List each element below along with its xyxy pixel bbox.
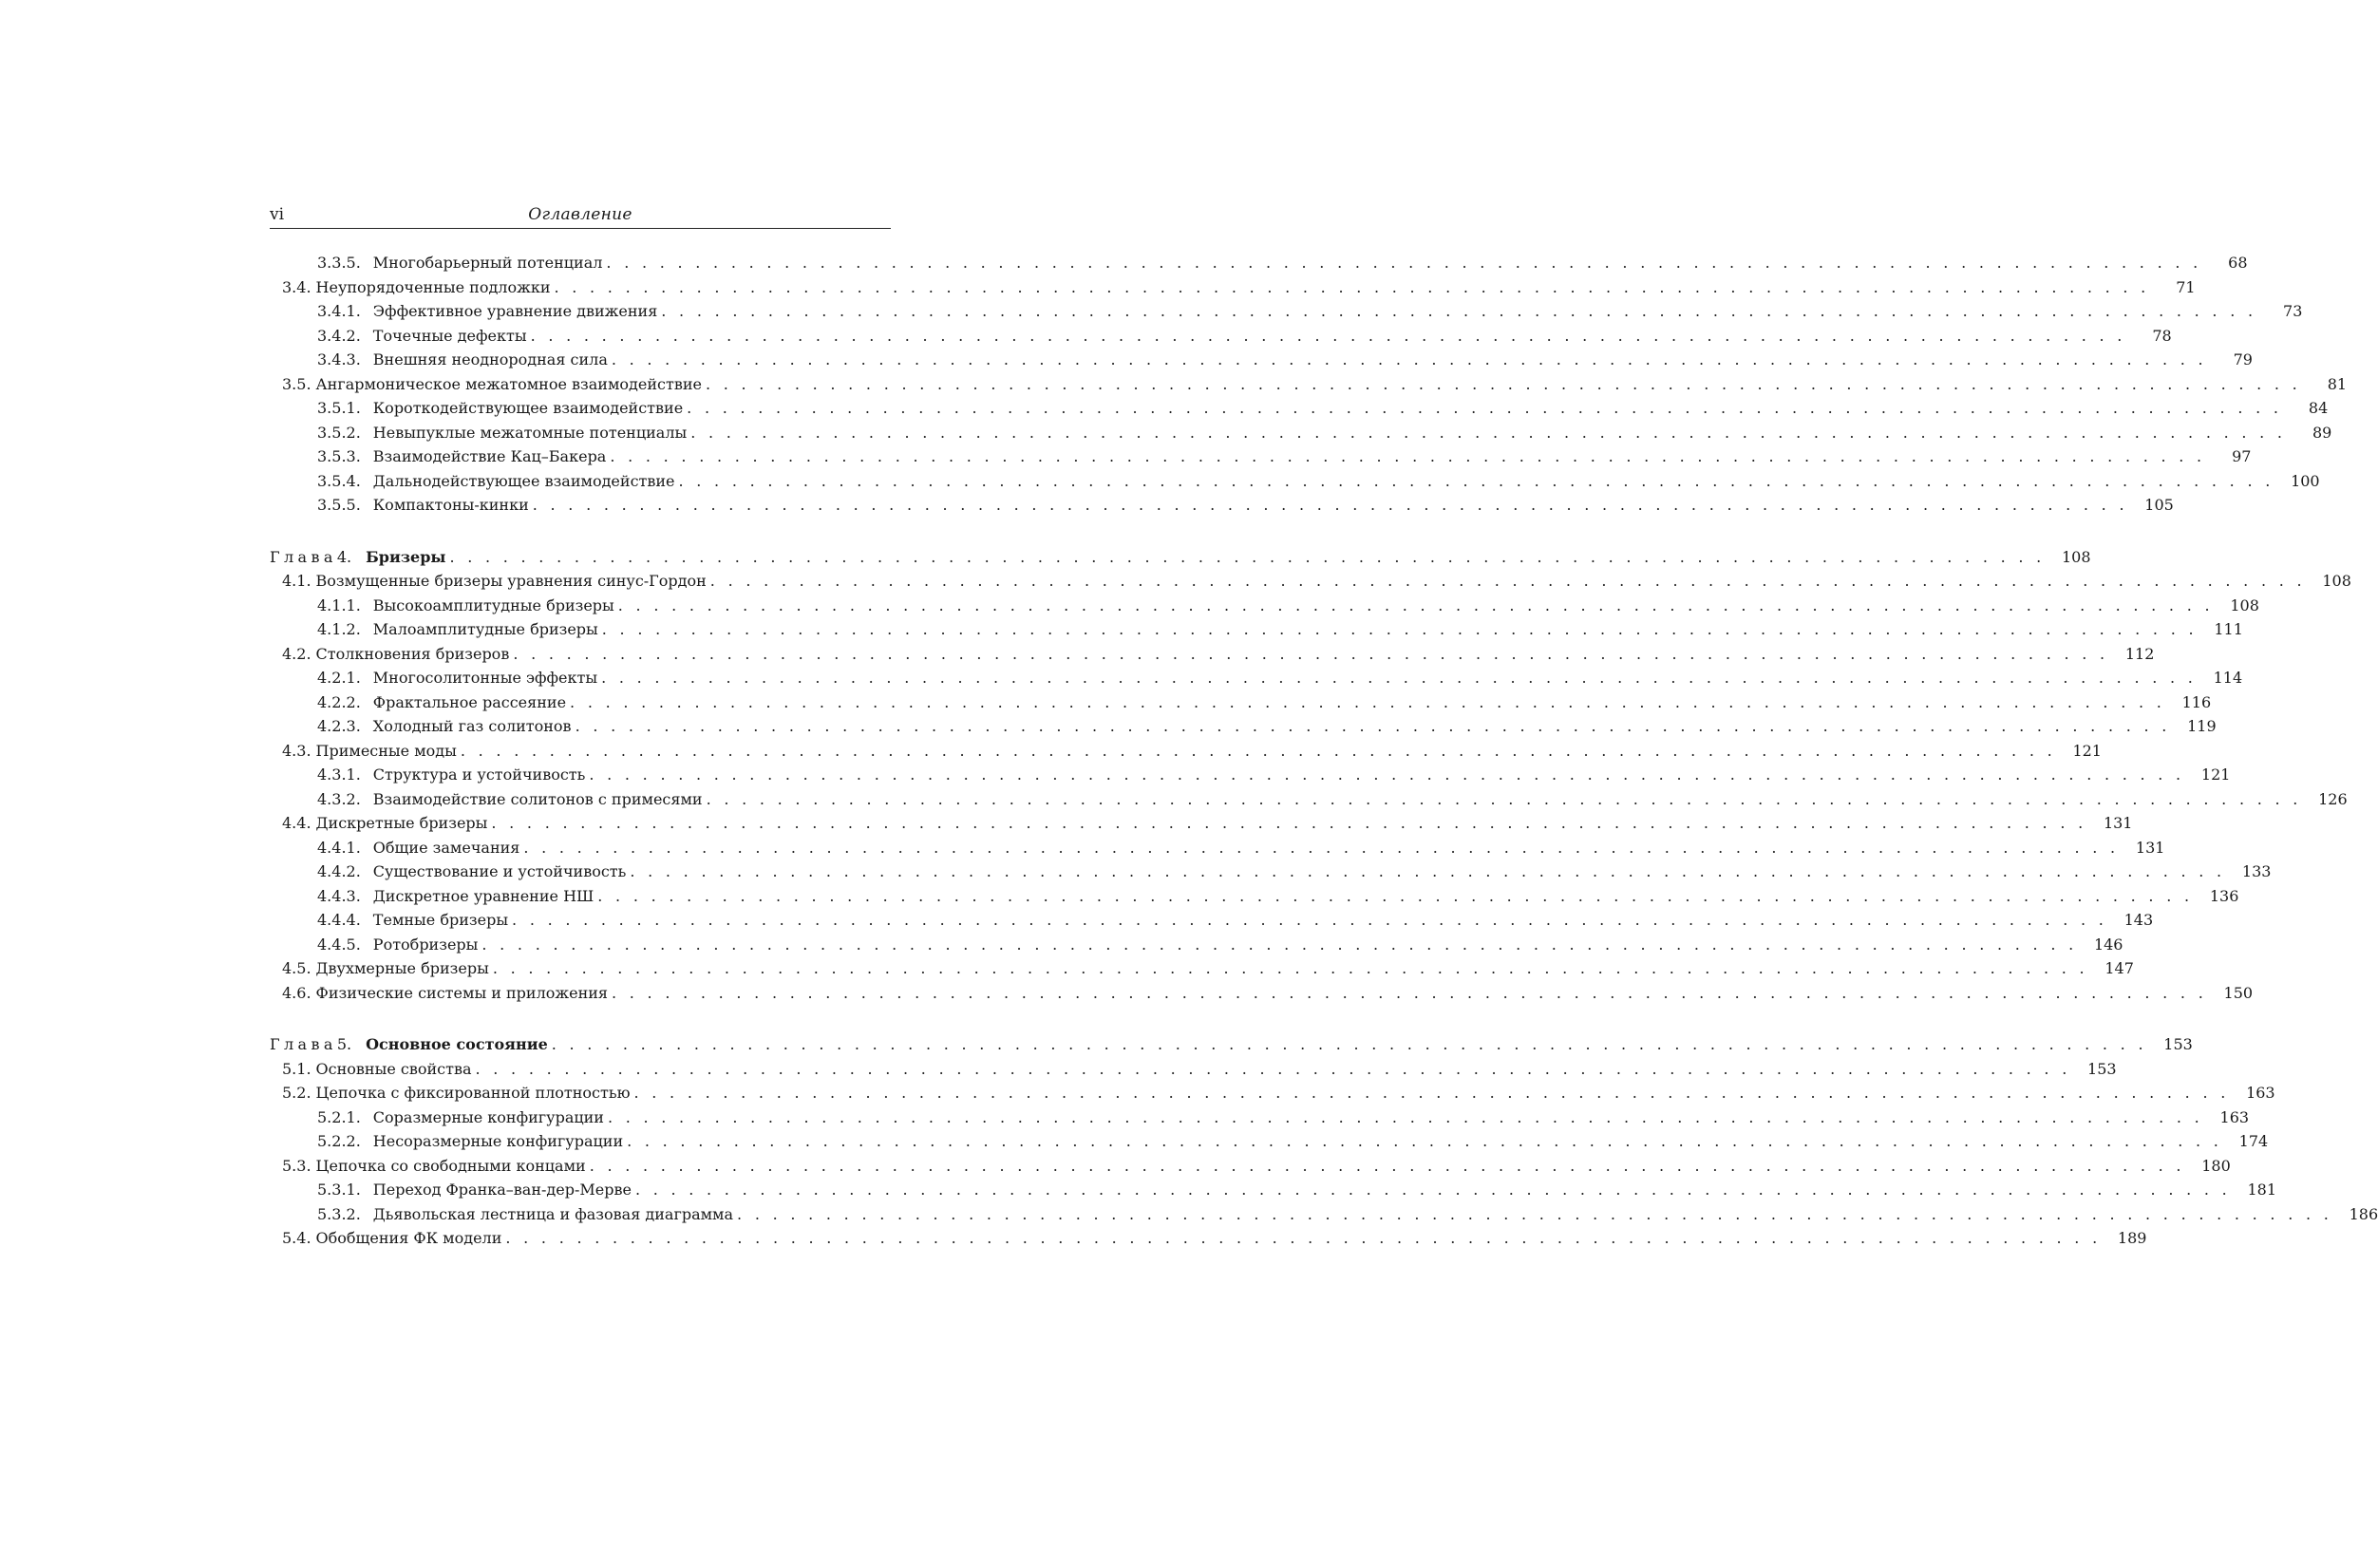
toc-entry-title: Физические системы и приложения bbox=[315, 983, 608, 1002]
toc-entry-number: 3.5. bbox=[282, 374, 311, 393]
toc-entry-number: 4.5. bbox=[282, 959, 311, 977]
toc-entry[interactable] bbox=[270, 569, 2351, 594]
dot-leader: . . . . . . . . . . . . . . . . . . . . . . . . . . . . . . . . . . . . . . . . . . . . . . . . . . . . . . . . . . . . . . . . . . . . . . . . . . . . . . . . . . . . . . . . . . bbox=[589, 1156, 2185, 1175]
toc-entry-page: 71 bbox=[2176, 277, 2196, 296]
toc-entry[interactable] bbox=[270, 1154, 2231, 1179]
section-gap bbox=[270, 1005, 891, 1032]
toc-entry-number: 3.5.1. bbox=[317, 399, 361, 417]
toc-entry-page: 84 bbox=[2308, 399, 2329, 417]
toc-entry-page: 108 bbox=[2230, 595, 2259, 614]
toc-entry[interactable] bbox=[270, 642, 2155, 667]
toc-entry[interactable] bbox=[270, 956, 2134, 981]
toc-entry-title: Малоамплитудные бризеры bbox=[372, 620, 598, 638]
toc-entry-number: 4.4.5. bbox=[317, 935, 361, 954]
toc-entry-title: Дальнодействующее взаимодействие bbox=[372, 471, 675, 490]
toc-entry-title: Несоразмерные конфигурации bbox=[372, 1132, 624, 1150]
toc-entry-title: Многосолитонные эффекты bbox=[372, 669, 598, 687]
dot-leader: . . . . . . . . . . . . . . . . . . . . . . . . . . . . . . . . . . . . . . . . . . . . . . . . . . . . . . . . . . . . . . . . . . . . . . . . . . . . . . . . . . . . . . . . . . bbox=[687, 399, 2283, 417]
toc-entry-page: 68 bbox=[2228, 254, 2248, 272]
toc-entry-title: Внешняя неоднородная сила bbox=[372, 350, 608, 368]
toc-entry-title: Высокоамплитудные бризеры bbox=[372, 595, 614, 614]
toc-entry-title: Возмущенные бризеры уравнения синус-Гордон bbox=[315, 572, 707, 590]
dot-leader: . . . . . . . . . . . . . . . . . . . . . . . . . . . . . . . . . . . . . . . . . . . . . . . . . . . . . . . . . . . . . . . . . . . . . . . . . . . . . . . . . . . . . . . . . . bbox=[475, 1059, 2071, 1078]
toc-entry-page: 111 bbox=[2214, 620, 2243, 638]
toc-entry-number: 4.3.1. bbox=[317, 765, 361, 784]
toc-entry-number: 4.3.2. bbox=[317, 789, 361, 808]
toc-entry-page: 73 bbox=[2283, 302, 2303, 320]
toc-entry-title: Дьявольская лестница и фазовая диаграмма bbox=[372, 1204, 734, 1223]
section-gap bbox=[270, 518, 891, 545]
toc-entry-title: Обобщения ФК модели bbox=[315, 1229, 502, 1247]
chapter-title: Основное состояние bbox=[366, 1035, 548, 1053]
toc-entry-page: 100 bbox=[2291, 471, 2320, 490]
toc-entry-number: 3.4.1. bbox=[317, 302, 361, 320]
toc-entry-number: 4.4.2. bbox=[317, 862, 361, 880]
dot-leader: . . . . . . . . . . . . . . . . . . . . . . . . . . . . . . . . . . . . . . . . . . . . . . . . . . . . . . . . . . . . . . . . . . . . . . . . . . . . . . . . . . . . . . . . . . bbox=[601, 669, 2198, 687]
toc-entry[interactable] bbox=[270, 299, 2303, 324]
toc-entry[interactable] bbox=[270, 1105, 2250, 1130]
dot-leader: . . . . . . . . . . . . . . . . . . . . . . . . . . . . . . . . . . . . . . . . . . . . . . . . . . . . . . . . . . . . . . . . . . . . . . . . . . . . . . . . . . . . . . . . . . bbox=[460, 741, 2056, 760]
toc-entry-number: 4.2.2. bbox=[317, 692, 361, 711]
toc-entry-number: 3.5.3. bbox=[317, 447, 361, 465]
toc-entry-page: 131 bbox=[2135, 838, 2165, 857]
toc-entry-title: Общие замечания bbox=[372, 838, 520, 857]
toc-entry-title: Примесные моды bbox=[315, 741, 457, 760]
toc-entry-page: 189 bbox=[2117, 1229, 2147, 1247]
dot-leader: . . . . . . . . . . . . . . . . . . . . . . . . . . . . . . . . . . . . . . . . . . . . . . . . . . . . . . . . . . . . . . . . . . . . . . . . . . . . . . . . . . . . . . . . . . bbox=[709, 572, 2306, 590]
toc-entry[interactable] bbox=[270, 811, 2133, 836]
toc-entry[interactable] bbox=[270, 324, 2172, 349]
toc-entry-title: Взаимодействие Кац–Бакера bbox=[372, 447, 607, 465]
toc-entry-title: Многобарьерный потенциал bbox=[372, 254, 603, 272]
toc-entry-number: 5.3. bbox=[282, 1156, 311, 1175]
chapter-number: 5. bbox=[336, 1035, 352, 1053]
toc-entry-page: 186 bbox=[2349, 1204, 2378, 1223]
toc-entry-number: 4.2.1. bbox=[317, 669, 361, 687]
toc-entry-number: 3.4. bbox=[282, 277, 311, 296]
toc-entry-page: 147 bbox=[2104, 959, 2134, 977]
toc-entry[interactable] bbox=[270, 739, 2102, 764]
toc-entry[interactable] bbox=[270, 884, 2239, 909]
toc-entry-title: Темные бризеры bbox=[372, 911, 509, 929]
toc-entry[interactable] bbox=[270, 469, 2320, 494]
toc-entry[interactable] bbox=[270, 617, 2243, 642]
toc-entry-page: 163 bbox=[2246, 1084, 2275, 1102]
toc-entry-page: 126 bbox=[2318, 789, 2348, 808]
dot-leader: . . . . . . . . . . . . . . . . . . . . . . . . . . . . . . . . . . . . . . . . . . . . . . . . . . . . . . . . . . . . . . . . . . . . . . . . . . . . . . . . . . . . . . . . . . bbox=[630, 862, 2226, 880]
toc-entry-number: 4.4.1. bbox=[317, 838, 361, 857]
toc-entry-number: 3.5.4. bbox=[317, 471, 361, 490]
toc-entry-title: Цепочка со свободными концами bbox=[315, 1156, 586, 1175]
chapter-label: Глава bbox=[270, 1035, 337, 1053]
toc-entry-number: 5.2. bbox=[282, 1084, 311, 1102]
dot-leader: . . . . . . . . . . . . . . . . . . . . . . . . . . . . . . . . . . . . . . . . . . . . . . . . . . . . . . . . . . . . . . . . . . . . . . . . . . . . . . . . . . . . . . . . . . bbox=[481, 935, 2078, 954]
running-title: Оглавление bbox=[528, 205, 632, 224]
toc-entry-title: Основные свойства bbox=[315, 1059, 472, 1078]
dot-leader: . . . . . . . . . . . . . . . . . . . . . . . . . . . . . . . . . . . . . . . . . . . . . . . . . . . . . . . . . . . . . . . . . . . . . . . . . . . . . . . . . . . . . . . . . . bbox=[706, 789, 2302, 808]
toc-entry-number: 4.1.1. bbox=[317, 595, 361, 614]
dot-leader: . . . . . . . . . . . . . . . . . . . . . . . . . . . . . . . . . . . . . . . . . . . . . . . . . . . . . . . . . . . . . . . . . . . . . . . . . . . . . . . . . . . . . . . . . . bbox=[611, 350, 2207, 368]
toc-entry-title: Дискретные бризеры bbox=[315, 814, 488, 832]
toc-entry[interactable] bbox=[270, 396, 2329, 421]
dot-leader: . . . . . . . . . . . . . . . . . . . . . . . . . . . . . . . . . . . . . . . . . . . . . . . . . . . . . . . . . . . . . . . . . . . . . . . . . . . . . . . . . . . . . . . . . . bbox=[491, 814, 2087, 832]
dot-leader: . . . . . . . . . . . . . . . . . . . . . . . . . . . . . . . . . . . . . . . . . . . . . . . . . . . . . . . . . . . . . . . . . . . . . . . . . . . . . . . . . . . . . . . . . . bbox=[597, 886, 2194, 905]
dot-leader: . . . . . . . . . . . . . . . . . . . . . . . . . . . . . . . . . . . . . . . . . . . . . . . . . . . . . . . . . . . . . . . . . . . . . . . . . . . . . . . . . . . . . . . . . . bbox=[554, 277, 2150, 296]
dot-leader: . . . . . . . . . . . . . . . . . . . . . . . . . . . . . . . . . . . . . . . . . . . . . . . . . . . . . . . . . . . . . . . . . . . . . . . . . . . . . . . . . . . . . . . . . . bbox=[505, 1229, 2102, 1247]
toc-entry-title: Точечные дефекты bbox=[372, 326, 527, 345]
toc-entry-page: 153 bbox=[2087, 1059, 2117, 1078]
toc-chapter-heading[interactable] bbox=[270, 545, 2091, 570]
page-header bbox=[270, 203, 891, 229]
dot-leader: . . . . . . . . . . . . . . . . . . . . . . . . . . . . . . . . . . . . . . . . . . . . . . . . . . . . . . . . . . . . . . . . . . . . . . . . . . . . . . . . . . . . . . . . . . bbox=[633, 1084, 2230, 1102]
toc-entry-page: 136 bbox=[2209, 886, 2239, 905]
toc-entry-title: Двухмерные бризеры bbox=[315, 959, 489, 977]
toc-entry[interactable] bbox=[270, 493, 2174, 518]
toc-entry-title: Структура и устойчивость bbox=[372, 765, 586, 784]
toc-entry[interactable] bbox=[270, 348, 2253, 372]
dot-leader: . . . . . . . . . . . . . . . . . . . . . . . . . . . . . . . . . . . . . . . . . . . . . . . . . . . . . . . . . . . . . . . . . . . . . . . . . . . . . . . . . . . . . . . . . . bbox=[607, 1107, 2204, 1126]
page-number: vi bbox=[270, 205, 285, 224]
toc-entry-title: Дискретное уравнение НШ bbox=[372, 886, 594, 905]
toc-entry-title: Ангармоническое межатомное взаимодействие bbox=[315, 374, 702, 393]
toc-entry-title: Невыпуклые межатомные потенциалы bbox=[372, 423, 688, 442]
toc-entry-title: Фрактальное рассеяние bbox=[372, 692, 567, 711]
toc-entry-title: Компактоны-кинки bbox=[372, 496, 529, 514]
toc-entry-title: Переход Франка–ван-дер-Мерве bbox=[372, 1181, 632, 1199]
dot-leader: . . . . . . . . . . . . . . . . . . . . . . . . . . . . . . . . . . . . . . . . . . . . . . . . . . . . . . . . . . . . . . . . . . . . . . . . . . . . . . . . . . . . . . . . . . bbox=[589, 765, 2185, 784]
toc-entry-title: Короткодействующее взаимодействие bbox=[372, 399, 684, 417]
dot-leader: . . . . . . . . . . . . . . . . . . . . . . . . . . . . . . . . . . . . . . . . . . . . . . . . . . . . . . . . . . . . . . . . . . . . . . . . . . . . . . . . . . . . . . . . . . bbox=[532, 496, 2128, 514]
toc-entry[interactable] bbox=[270, 908, 2154, 933]
dot-leader: . . . . . . . . . . . . . . . . . . . . . . . . . . . . . . . . . . . . . . . . . . . . . . . . . . . . . . . . . . . . . . . . . . . . . . . . . . . . . . . . . . . . . . . . . . bbox=[601, 620, 2198, 638]
dot-leader: . . . . . . . . . . . . . . . . . . . . . . . . . . . . . . . . . . . . . . . . . . . . . . . . . . . . . . . . . . . . . . . . . . . . . . . . . . . . . . . . . . . . . . . . . . bbox=[513, 644, 2109, 663]
dot-leader: . . . . . . . . . . . . . . . . . . . . . . . . . . . . . . . . . . . . . . . . . . . . . . . . . . . . . . . . . . . . . . . . . . . . . . . . . . . . . . . . . . . . . . . . . . bbox=[634, 1181, 2232, 1199]
toc-entry-title: Существование и устойчивость bbox=[372, 862, 627, 880]
toc-entry-title: Соразмерные конфигурации bbox=[372, 1107, 604, 1126]
toc-entry[interactable] bbox=[270, 1081, 2275, 1105]
toc-entry-page: 143 bbox=[2123, 911, 2154, 929]
toc-entry-page: 78 bbox=[2152, 326, 2172, 345]
toc-entry[interactable] bbox=[270, 690, 2212, 715]
toc-entry-number: 3.5.5. bbox=[317, 496, 361, 514]
toc-entry[interactable] bbox=[270, 1202, 2378, 1227]
dot-leader: . . . . . . . . . . . . . . . . . . . . . . . . . . . . . . . . . . . . . . . . . . . . . . . . . . . . . . . . . . . . . . . . . . . . . . . . . . . . . . . . . . . . . . . . . . bbox=[512, 911, 2108, 929]
chapter-page: 108 bbox=[2062, 547, 2091, 566]
toc-entry-number: 5.2.1. bbox=[317, 1107, 361, 1126]
toc-entry-number: 5.4. bbox=[282, 1229, 311, 1247]
toc-entry-page: 119 bbox=[2187, 717, 2217, 735]
toc-entry-number: 5.3.1. bbox=[317, 1181, 361, 1199]
toc-entry[interactable] bbox=[270, 251, 2248, 275]
dot-leader: . . . . . . . . . . . . . . . . . . . . . . . . . . . . . . . . . . . . . . . . . . . . . . . . . . . . . . . . . . . . . . . . . . . . . . . . . . . . . . . . . . . . . . . . . . bbox=[627, 1132, 2223, 1150]
toc-entry[interactable] bbox=[270, 275, 2196, 300]
toc-entry-title: Столкновения бризеров bbox=[315, 644, 510, 663]
chapter-title: Бризеры bbox=[366, 547, 446, 566]
toc-entry[interactable] bbox=[270, 933, 2123, 957]
toc-entry-number: 4.6. bbox=[282, 983, 311, 1002]
toc-entry[interactable] bbox=[270, 763, 2231, 787]
dot-leader: . . . . . . . . . . . . . . . . . . . . . . . . . . . . . . . . . . . . . . . . . . . . . . . . . . . . . . . . . . . . . . . . . . . . . . . . . . . . . . . . . . . . . . . . . . bbox=[606, 254, 2202, 272]
table-of-contents bbox=[270, 251, 2378, 1251]
toc-entry-number: 4.2. bbox=[282, 644, 311, 663]
toc-entry[interactable] bbox=[270, 1178, 2277, 1202]
dot-leader: . . . . . . . . . . . . . . . . . . . . . . . . . . . . . . . . . . . . . . . . . . . . . . . . . . . . . . . . . . . . . . . . . . . . . . . . . . . . . . . . . . . . . . . . . . bbox=[492, 959, 2088, 977]
toc-entry-title: Холодный газ солитонов bbox=[372, 717, 572, 735]
toc-entry-number: 4.3. bbox=[282, 741, 311, 760]
toc-entry-title: Взаимодействие солитонов с примесями bbox=[372, 789, 703, 808]
dot-leader: . . . . . . . . . . . . . . . . . . . . . . . . . . . . . . . . . . . . . . . . . . . . . . . . . . . . . . . . . . . . . . . . . . . . . . . . . . . . . . . . . . . . . . . . . . bbox=[612, 983, 2208, 1002]
toc-entry-page: 150 bbox=[2223, 983, 2254, 1002]
toc-entry-number: 3.5.2. bbox=[317, 423, 361, 442]
dot-leader: . . . . . . . . . . . . . . . . . . . . . . . . . . . . . . . . . . . . . . . . . . . . . . . . . . . . . . . . . . . . . . . . . . . . . . . . . . . . . . . . . . . . . . . . . . bbox=[705, 374, 2302, 393]
toc-entry-number: 4.2.3. bbox=[317, 717, 361, 735]
toc-entry-title: Эффективное уравнение движения bbox=[372, 302, 658, 320]
toc-entry-number: 3.4.3. bbox=[317, 350, 361, 368]
dot-leader: . . . . . . . . . . . . . . . . . . . . . . . . . . . . . . . . . . . . . . . . . . . . . . . . . . . . . . . . . . . . . . . . . . . . . . . . . . . . . . . . . . . . . . . . . . bbox=[551, 1035, 2147, 1053]
dot-leader: . . . . . . . . . . . . . . . . . . . . . . . . . . . . . . . . . . . . . . . . . . . . . . . . . . . . . . . . . . . . . . . . . . . . . . . . . . . . . . . . . . . . . . . . . . bbox=[449, 547, 2046, 566]
toc-entry-number: 4.4.4. bbox=[317, 911, 361, 929]
chapter-label: Глава bbox=[270, 547, 337, 566]
toc-entry[interactable] bbox=[270, 444, 2252, 469]
dot-leader: . . . . . . . . . . . . . . . . . . . . . . . . . . . . . . . . . . . . . . . . . . . . . . . . . . . . . . . . . . . . . . . . . . . . . . . . . . . . . . . . . . . . . . . . . . bbox=[690, 423, 2287, 442]
toc-entry-number: 4.4.3. bbox=[317, 886, 361, 905]
toc-entry-page: 174 bbox=[2238, 1132, 2269, 1150]
toc-entry-title: Цепочка с фиксированной плотностью bbox=[315, 1084, 631, 1102]
toc-entry[interactable] bbox=[270, 836, 2165, 860]
dot-leader: . . . . . . . . . . . . . . . . . . . . . . . . . . . . . . . . . . . . . . . . . . . . . . . . . . . . . . . . . . . . . . . . . . . . . . . . . . . . . . . . . . . . . . . . . . bbox=[737, 1204, 2333, 1223]
toc-entry-page: 163 bbox=[2219, 1107, 2250, 1126]
toc-entry-page: 89 bbox=[2312, 423, 2332, 442]
toc-entry-page: 116 bbox=[2181, 692, 2212, 711]
toc-entry-page: 181 bbox=[2247, 1181, 2277, 1199]
toc-entry[interactable] bbox=[270, 1129, 2269, 1154]
toc-entry[interactable] bbox=[270, 981, 2254, 1006]
toc-entry-number: 5.2.2. bbox=[317, 1132, 361, 1150]
toc-entry[interactable] bbox=[270, 1057, 2117, 1082]
toc-entry-page: 105 bbox=[2144, 496, 2174, 514]
dot-leader: . . . . . . . . . . . . . . . . . . . . . . . . . . . . . . . . . . . . . . . . . . . . . . . . . . . . . . . . . . . . . . . . . . . . . . . . . . . . . . . . . . . . . . . . . . bbox=[610, 447, 2206, 465]
chapter-page: 153 bbox=[2163, 1035, 2193, 1053]
toc-entry[interactable] bbox=[270, 860, 2272, 884]
toc-entry[interactable] bbox=[270, 714, 2217, 739]
toc-entry[interactable] bbox=[270, 421, 2332, 445]
toc-entry-number: 4.1. bbox=[282, 572, 311, 590]
toc-entry-page: 180 bbox=[2201, 1156, 2231, 1175]
dot-leader: . . . . . . . . . . . . . . . . . . . . . . . . . . . . . . . . . . . . . . . . . . . . . . . . . . . . . . . . . . . . . . . . . . . . . . . . . . . . . . . . . . . . . . . . . . bbox=[617, 595, 2214, 614]
toc-entry[interactable] bbox=[270, 666, 2243, 690]
toc-entry-page: 108 bbox=[2322, 572, 2351, 590]
toc-entry-page: 146 bbox=[2093, 935, 2123, 954]
toc-entry-page: 81 bbox=[2327, 374, 2348, 393]
toc-entry-title: Ротобризеры bbox=[372, 935, 479, 954]
toc-entry-number: 3.3.5. bbox=[317, 254, 361, 272]
toc-entry-page: 133 bbox=[2241, 862, 2272, 880]
toc-entry-title: Неупорядоченные подложки bbox=[315, 277, 551, 296]
toc-entry-number: 5.1. bbox=[282, 1059, 311, 1078]
toc-entry[interactable] bbox=[270, 594, 2259, 618]
toc-entry-number: 4.4. bbox=[282, 814, 311, 832]
toc-entry-number: 5.3.2. bbox=[317, 1204, 361, 1223]
dot-leader: . . . . . . . . . . . . . . . . . . . . . . . . . . . . . . . . . . . . . . . . . . . . . . . . . . . . . . . . . . . . . . . . . . . . . . . . . . . . . . . . . . . . . . . . . . bbox=[575, 717, 2171, 735]
toc-entry-number: 3.4.2. bbox=[317, 326, 361, 345]
toc-chapter-heading[interactable] bbox=[270, 1032, 2193, 1057]
dot-leader: . . . . . . . . . . . . . . . . . . . . . . . . . . . . . . . . . . . . . . . . . . . . . . . . . . . . . . . . . . . . . . . . . . . . . . . . . . . . . . . . . . . . . . . . . . bbox=[530, 326, 2126, 345]
dot-leader: . . . . . . . . . . . . . . . . . . . . . . . . . . . . . . . . . . . . . . . . . . . . . . . . . . . . . . . . . . . . . . . . . . . . . . . . . . . . . . . . . . . . . . . . . . bbox=[678, 471, 2274, 490]
toc-entry[interactable] bbox=[270, 787, 2348, 812]
toc-entry-page: 112 bbox=[2124, 644, 2155, 663]
toc-entry-page: 97 bbox=[2232, 447, 2252, 465]
dot-leader: . . . . . . . . . . . . . . . . . . . . . . . . . . . . . . . . . . . . . . . . . . . . . . . . . . . . . . . . . . . . . . . . . . . . . . . . . . . . . . . . . . . . . . . . . . bbox=[661, 302, 2257, 320]
dot-leader: . . . . . . . . . . . . . . . . . . . . . . . . . . . . . . . . . . . . . . . . . . . . . . . . . . . . . . . . . . . . . . . . . . . . . . . . . . . . . . . . . . . . . . . . . . bbox=[523, 838, 2120, 857]
dot-leader: . . . . . . . . . . . . . . . . . . . . . . . . . . . . . . . . . . . . . . . . . . . . . . . . . . . . . . . . . . . . . . . . . . . . . . . . . . . . . . . . . . . . . . . . . . bbox=[570, 692, 2166, 711]
toc-entry-page: 79 bbox=[2233, 350, 2253, 368]
chapter-number: 4. bbox=[336, 547, 352, 566]
toc-entry[interactable] bbox=[270, 1226, 2147, 1251]
toc-entry-page: 131 bbox=[2103, 814, 2133, 832]
toc-entry[interactable] bbox=[270, 372, 2348, 397]
toc-entry-number: 4.1.2. bbox=[317, 620, 361, 638]
toc-entry-page: 121 bbox=[2072, 741, 2102, 760]
toc-entry-page: 114 bbox=[2213, 669, 2243, 687]
toc-entry-page: 121 bbox=[2200, 765, 2231, 784]
